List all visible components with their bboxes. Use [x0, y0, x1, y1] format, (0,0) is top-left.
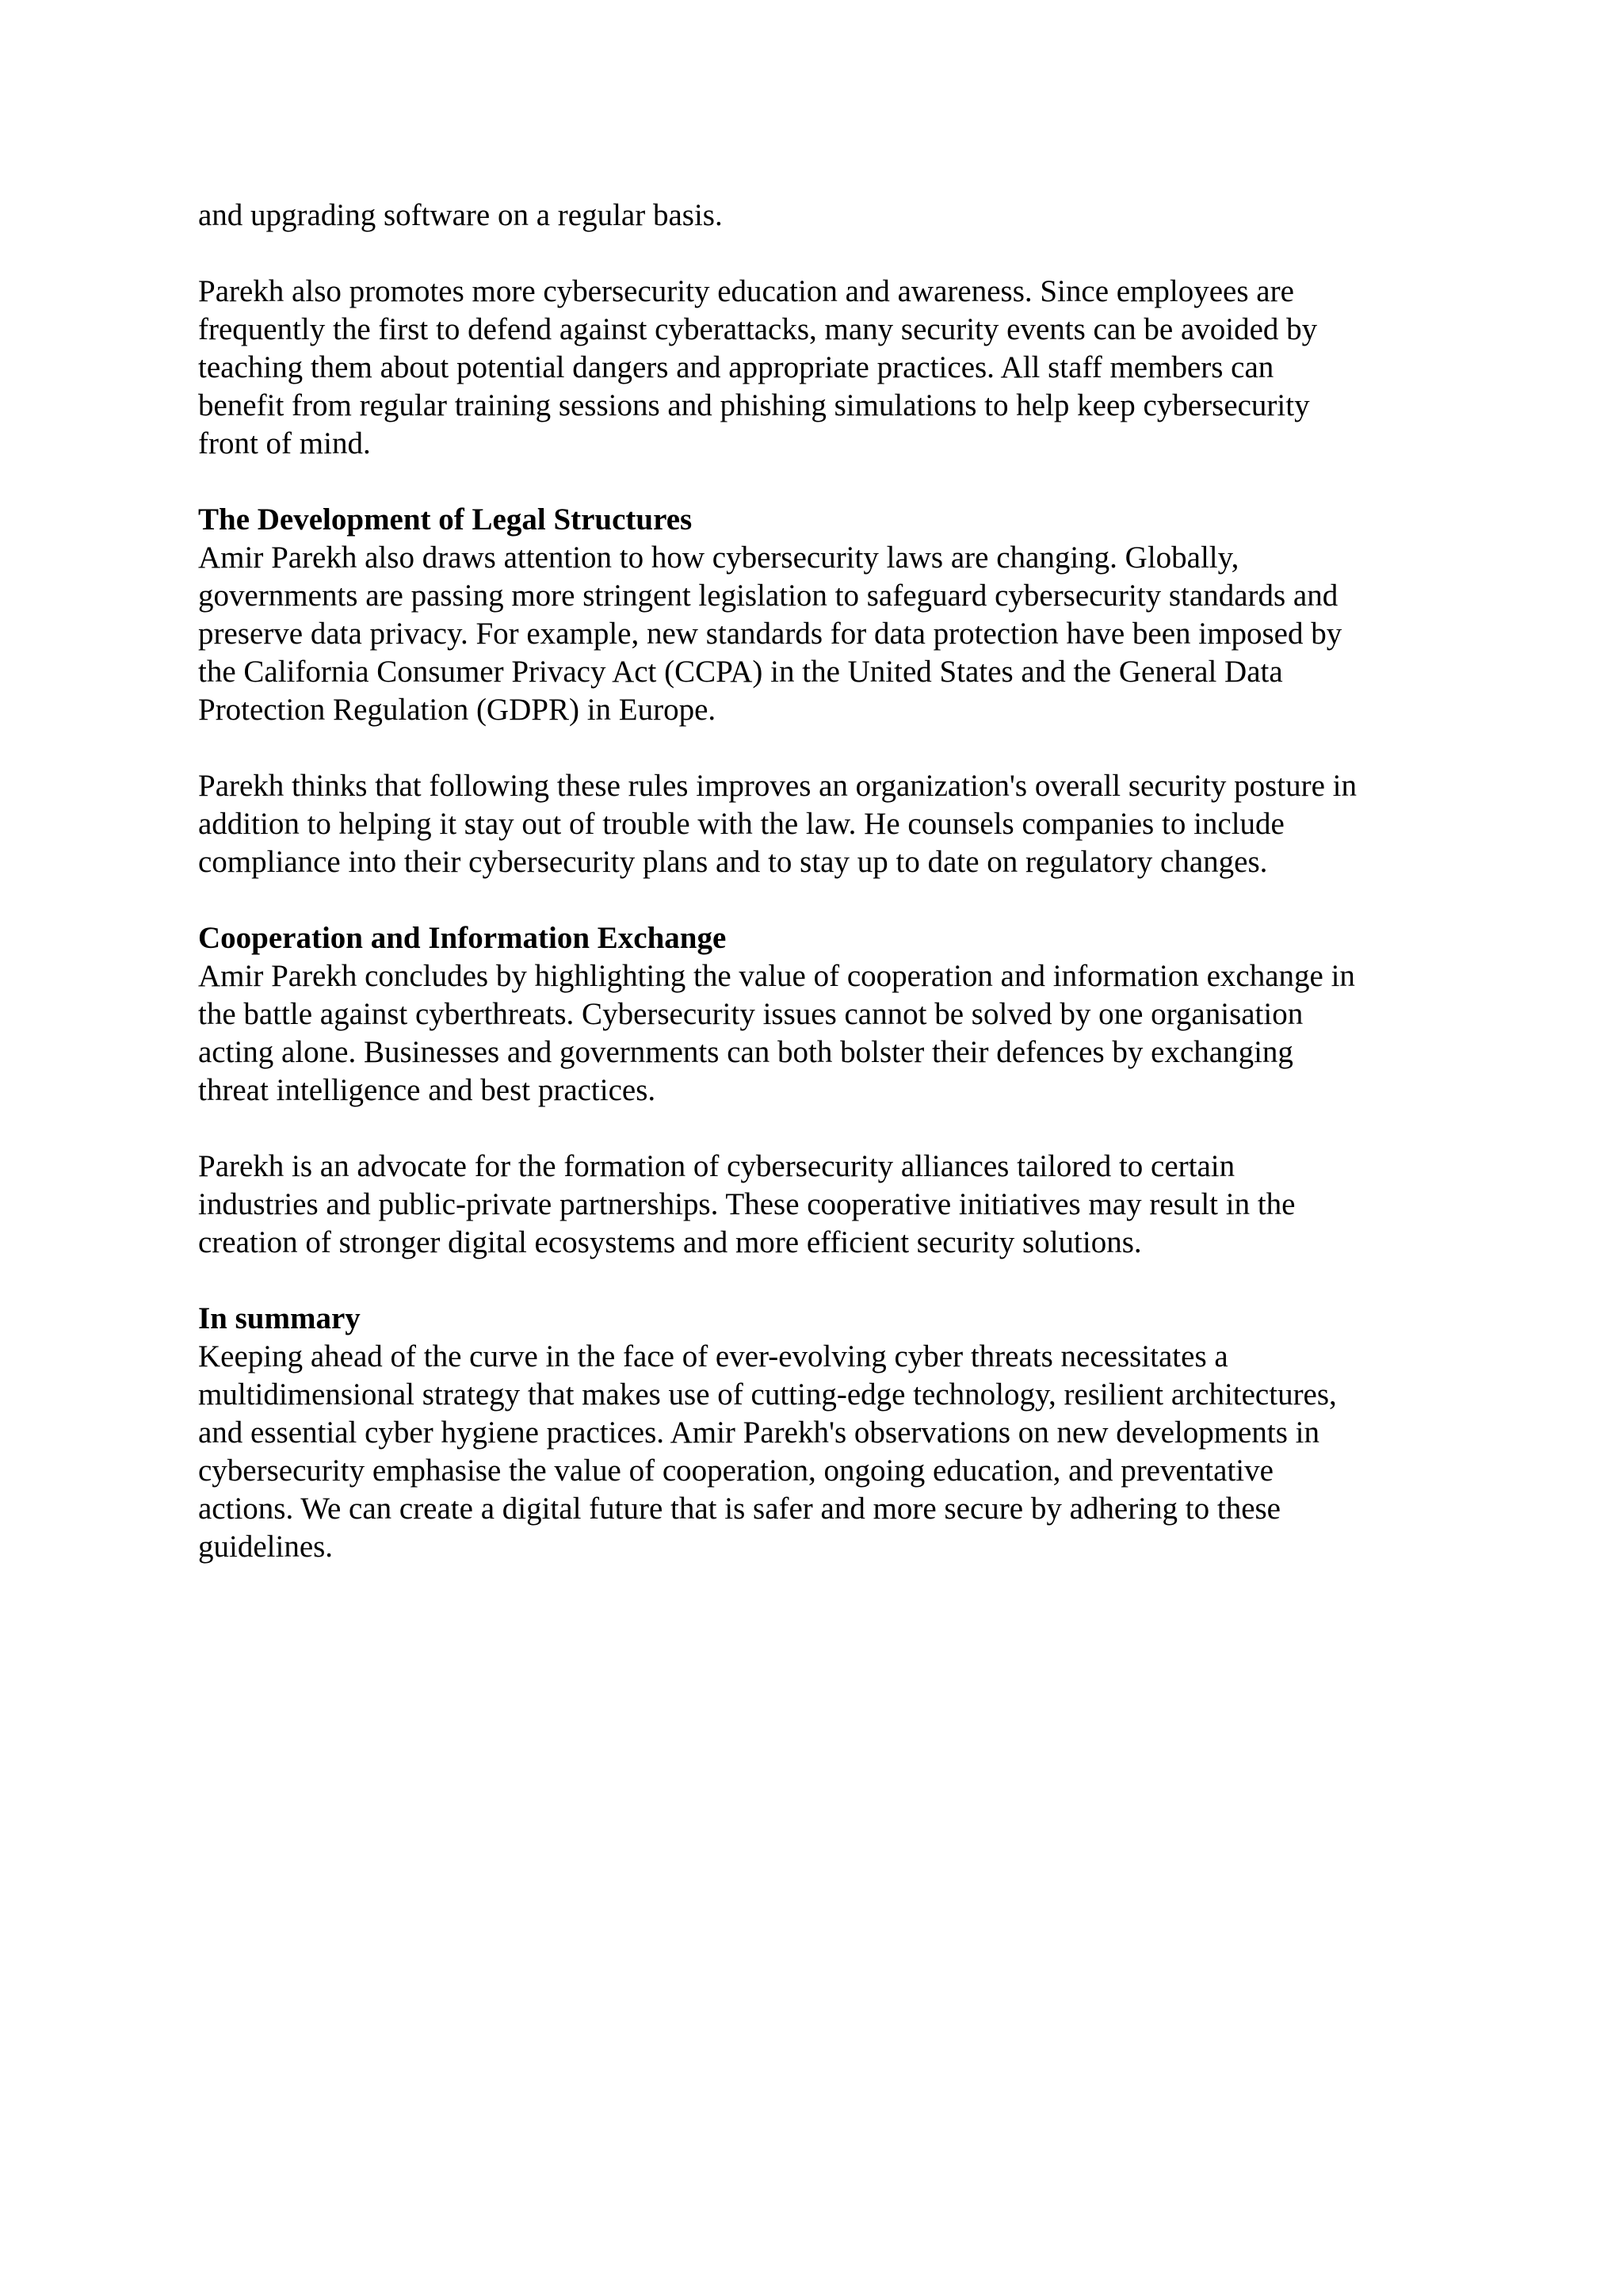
text-line: threat intelligence and best practices.: [198, 1073, 656, 1107]
text-line: frequently the first to defend against cyberattacks, many security events can be avoided by: [198, 312, 1318, 346]
text-line: guidelines.: [198, 1530, 334, 1564]
text-line: creation of stronger digital ecosystems and more efficient security solutions.: [198, 1225, 1142, 1259]
section-paragraph: [198, 957, 1450, 1110]
section-heading: In summary: [198, 1301, 361, 1335]
text-line: Parekh also promotes more cybersecurity education and awareness. Since employees are: [198, 274, 1294, 308]
section-paragraph: [198, 767, 1450, 881]
section-summary: [198, 1300, 1450, 1566]
text-line: benefit from regular training sessions and phishing simulations to help keep cybersecurity: [198, 388, 1310, 422]
text-line: preserve data privacy. For example, new standards for data protection have been imposed by: [198, 617, 1342, 651]
text-line: industries and public-private partnerships. These cooperative initiatives may result in the: [198, 1187, 1296, 1221]
intro-paragraph-1: [198, 197, 1450, 235]
text-line: and essential cyber hygiene practices. Amir Parekh's observations on new developments in: [198, 1415, 1319, 1450]
text-line: and upgrading software on a regular basis.: [198, 198, 723, 232]
text-line: Parekh thinks that following these rules improves an organization's overall security posture in: [198, 769, 1357, 803]
text-line: addition to helping it stay out of trouble with the law. He counsels companies to include: [198, 807, 1285, 841]
text-line: governments are passing more stringent legislation to safeguard cybersecurity standards and: [198, 579, 1338, 613]
section-heading: The Development of Legal Structures: [198, 502, 693, 537]
text-line: Parekh is an advocate for the formation of cybersecurity alliances tailored to certain: [198, 1149, 1235, 1183]
text-line: teaching them about potential dangers and appropriate practices. All staff members can: [198, 350, 1274, 384]
section-paragraph: [198, 1338, 1450, 1566]
section-paragraph: [198, 1148, 1450, 1262]
text-line: Amir Parekh concludes by highlighting the value of cooperation and information exchange in: [198, 959, 1355, 993]
section-heading: Cooperation and Information Exchange: [198, 921, 727, 955]
text-line: Keeping ahead of the curve in the face of ever-evolving cyber threats necessitates a: [198, 1339, 1228, 1373]
text-line: multidimensional strategy that makes use of cutting-edge technology, resilient architectures,: [198, 1377, 1337, 1412]
text-line: the battle against cyberthreats. Cybersecurity issues cannot be solved by one organisation: [198, 997, 1304, 1031]
intro-paragraph-2: [198, 273, 1450, 463]
text-line: Amir Parekh also draws attention to how cybersecurity laws are changing. Globally,: [198, 541, 1239, 575]
section-cooperation: [198, 919, 1450, 1262]
text-line: compliance into their cybersecurity plans and to stay up to date on regulatory changes.: [198, 845, 1268, 879]
text-line: front of mind.: [198, 426, 371, 460]
text-line: Protection Regulation (GDPR) in Europe.: [198, 693, 716, 727]
document-body: [198, 197, 1450, 1604]
text-line: actions. We can create a digital future that is safer and more secure by adhering to these: [198, 1492, 1281, 1526]
section-paragraph: [198, 539, 1450, 729]
section-legal-structures: [198, 501, 1450, 881]
text-line: acting alone. Businesses and governments can both bolster their defences by exchanging: [198, 1035, 1293, 1069]
text-line: the California Consumer Privacy Act (CCPA) in the United States and the General Data: [198, 655, 1283, 689]
text-line: cybersecurity emphasise the value of cooperation, ongoing education, and preventative: [198, 1454, 1274, 1488]
